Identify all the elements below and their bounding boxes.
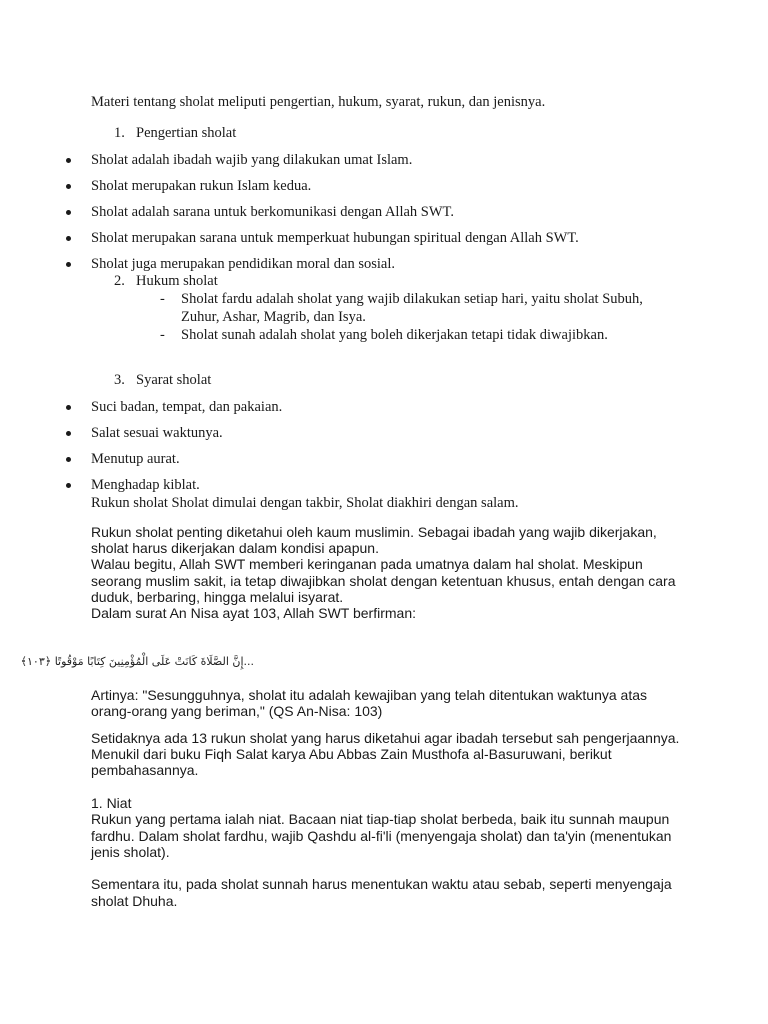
dash-marker: -: [160, 291, 165, 307]
bullet-icon: [66, 210, 71, 215]
list-item-text: Sholat sunah adalah sholat yang boleh dikerjakan tetapi tidak diwajibkan.: [181, 327, 608, 343]
list-item-text: Menghadap kiblat.: [91, 477, 200, 493]
paragraph-line: Rukun yang pertama ialah niat. Bacaan niat tiap-tiap sholat berbeda, baik itu sunnah maupun: [91, 811, 670, 827]
list-item-text: Suci badan, tempat, dan pakaian.: [91, 399, 283, 415]
dash-marker: -: [160, 327, 165, 343]
paragraph-line: Setidaknya ada 13 rukun sholat yang harus diketahui agar ibadah tersebut sah pengerjaannya.: [91, 730, 680, 746]
arabic-verse: ...إِنَّ الصَّلَاةَ كَانَتْ عَلَى الْمُؤْمِنِينَ كِتَابًا مَوْقُوتًا ﴿١٠٣﴾: [20, 655, 254, 668]
section2-title: Hukum sholat: [136, 273, 218, 289]
bullet-icon: [66, 483, 71, 488]
paragraph-line: duduk, berbaring, hingga melalui isyarat.: [91, 589, 344, 605]
list-item-text-continued: Zuhur, Ashar, Magrib, dan Isya.: [181, 309, 366, 325]
paragraph-line: Menukil dari buku Fiqh Salat karya Abu Abbas Zain Musthofa al-Basuruwani, berikut: [91, 746, 612, 762]
paragraph-line: Dalam surat An Nisa ayat 103, Allah SWT berfirman:: [91, 605, 416, 621]
section1-title: Pengertian sholat: [136, 125, 237, 141]
bullet-icon: [66, 236, 71, 241]
paragraph-line: Sementara itu, pada sholat sunnah harus menentukan waktu atau sebab, seperti menyengaja: [91, 876, 672, 892]
list-item-text: Sholat juga merupakan pendidikan moral dan sosial.: [91, 256, 396, 272]
list-item-text: Sholat merupakan sarana untuk memperkuat hubungan spiritual dengan Allah SWT.: [91, 230, 579, 246]
paragraph-line: sholat harus dikerjakan dalam kondisi apapun.: [91, 540, 379, 556]
section3-number: 3.: [114, 372, 125, 388]
intro-text: Materi tentang sholat meliputi pengertian, hukum, syarat, rukun, dan jenisnya.: [91, 94, 546, 110]
paragraph-line: Artinya: "Sesungguhnya, sholat itu adalah kewajiban yang telah ditentukan waktunya atas: [91, 687, 648, 703]
bullet-icon: [66, 158, 71, 163]
rukun-summary-line: Rukun sholat Sholat dimulai dengan takbir, Sholat diakhiri dengan salam.: [91, 495, 519, 511]
section2-number: 2.: [114, 273, 125, 289]
bullet-icon: [66, 431, 71, 436]
niat-heading: 1. Niat: [91, 795, 132, 811]
list-item-text: Sholat adalah ibadah wajib yang dilakukan umat Islam.: [91, 152, 413, 168]
bullet-icon: [66, 262, 71, 267]
bullet-icon: [66, 457, 71, 462]
paragraph-line: fardhu. Dalam sholat fardhu, wajib Qashdu al-fi'li (menyengaja sholat) dan ta'yin (menentukan: [91, 828, 672, 844]
paragraph-line: Walau begitu, Allah SWT memberi keringanan pada umatnya dalam hal sholat. Meskipun: [91, 556, 643, 572]
paragraph-line: jenis sholat).: [91, 844, 170, 860]
list-item-text: Sholat adalah sarana untuk berkomunikasi dengan Allah SWT.: [91, 204, 454, 220]
bullet-icon: [66, 184, 71, 189]
list-item-text: Sholat merupakan rukun Islam kedua.: [91, 178, 312, 194]
paragraph-line: seorang muslim sakit, ia tetap diwajibkan sholat dengan ketentuan khusus, entah dengan cara: [91, 573, 676, 589]
list-item-text: Sholat fardu adalah sholat yang wajib dilakukan setiap hari, yaitu sholat Subuh,: [181, 291, 643, 307]
section3-title: Syarat sholat: [136, 372, 212, 388]
paragraph-line: sholat Dhuha.: [91, 893, 178, 909]
paragraph-line: pembahasannya.: [91, 762, 199, 778]
list-item-text: Menutup aurat.: [91, 451, 180, 467]
paragraph-line: Rukun sholat penting diketahui oleh kaum muslimin. Sebagai ibadah yang wajib dikerjakan,: [91, 524, 657, 540]
section1-number: 1.: [114, 125, 125, 141]
paragraph-line: orang-orang yang beriman," (QS An-Nisa: 103): [91, 703, 383, 719]
list-item-text: Salat sesuai waktunya.: [91, 425, 223, 441]
bullet-icon: [66, 405, 71, 410]
